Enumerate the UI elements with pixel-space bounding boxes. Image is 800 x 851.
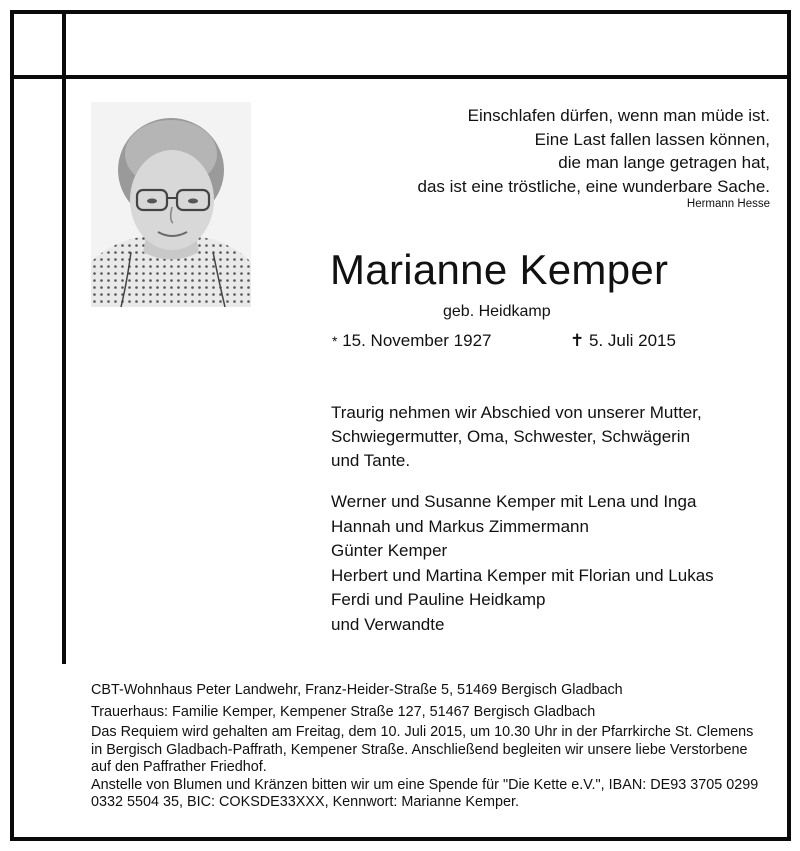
death-cross-icon: ✝ (570, 331, 585, 350)
mourner-entry: Ferdi und Pauline Heidkamp (331, 590, 546, 609)
mourner-entry: Hannah und Markus Zimmermann (331, 516, 589, 536)
donation-details: Anstelle von Blumen und Kränzen bitten wir um eine Spende für "Die Kette e.V.", IBAN: DE93 3705 0299 0332 5504 35, BIC: COKSDE33XXX, Kennwort: Marianne Kemper. (91, 776, 759, 810)
farewell-line: Schwiegermutter, Oma, Schwester, Schwägerin (331, 427, 691, 446)
farewell-line: Traurig nehmen wir Abschied von unserer Mutter, (331, 403, 702, 422)
portrait-photo (91, 102, 251, 307)
mourners-list (331, 490, 714, 637)
poem-line: das ist eine tröstliche, eine wunderbare Sache. (417, 176, 770, 196)
requiem-details: Das Requiem wird gehalten am Freitag, dem 10. Juli 2015, um 10.30 Uhr in der Pfarrkirche St. Clemens in Bergisch Gladbach-Paffrath, Kempener Straße. Anschließend begleiten wir unsere liebe Verstorbene auf den Paffrather Friedhof. (91, 724, 754, 775)
mourner-entry: Herbert und Martina Kemper mit Florian und Lukas (331, 565, 714, 585)
cross-vertical-bar (62, 14, 66, 664)
deceased-name: Marianne Kemper (330, 246, 669, 293)
poem-line: Einschlafen dürfen, wenn man müde ist. (467, 106, 770, 125)
mourner-entry: und Verwandte (331, 614, 445, 634)
info-block (91, 682, 767, 812)
poem-author: Hermann Hesse (686, 198, 770, 210)
birth-date: 15. November 1927 (342, 331, 492, 350)
death-date: 5. Juli 2015 (588, 331, 676, 350)
residence-address: CBT-Wohnhaus Peter Landwehr, Franz-Heider-Straße 5, 51469 Bergisch Gladbach (91, 682, 623, 698)
mourner-entry: Werner und Susanne Kemper mit Lena und Inga (331, 492, 697, 511)
cross-horizontal-bar (14, 75, 787, 79)
poem-line: die man lange getragen hat, (558, 153, 770, 172)
farewell-line: und Tante. (331, 451, 411, 470)
mourning-house-address: Trauerhaus: Familie Kemper, Kempener Straße 127, 51467 Bergisch Gladbach (91, 703, 596, 720)
birth-name: geb. Heidkamp (443, 303, 551, 320)
poem-line: Eine Last fallen lassen können, (534, 129, 770, 149)
birth-star-icon: * (332, 333, 338, 349)
farewell-text (331, 401, 702, 473)
poem (418, 104, 770, 198)
mourner-entry: Günter Kemper (331, 541, 448, 560)
birth-date-line (332, 331, 492, 351)
death-date-line (570, 331, 676, 351)
